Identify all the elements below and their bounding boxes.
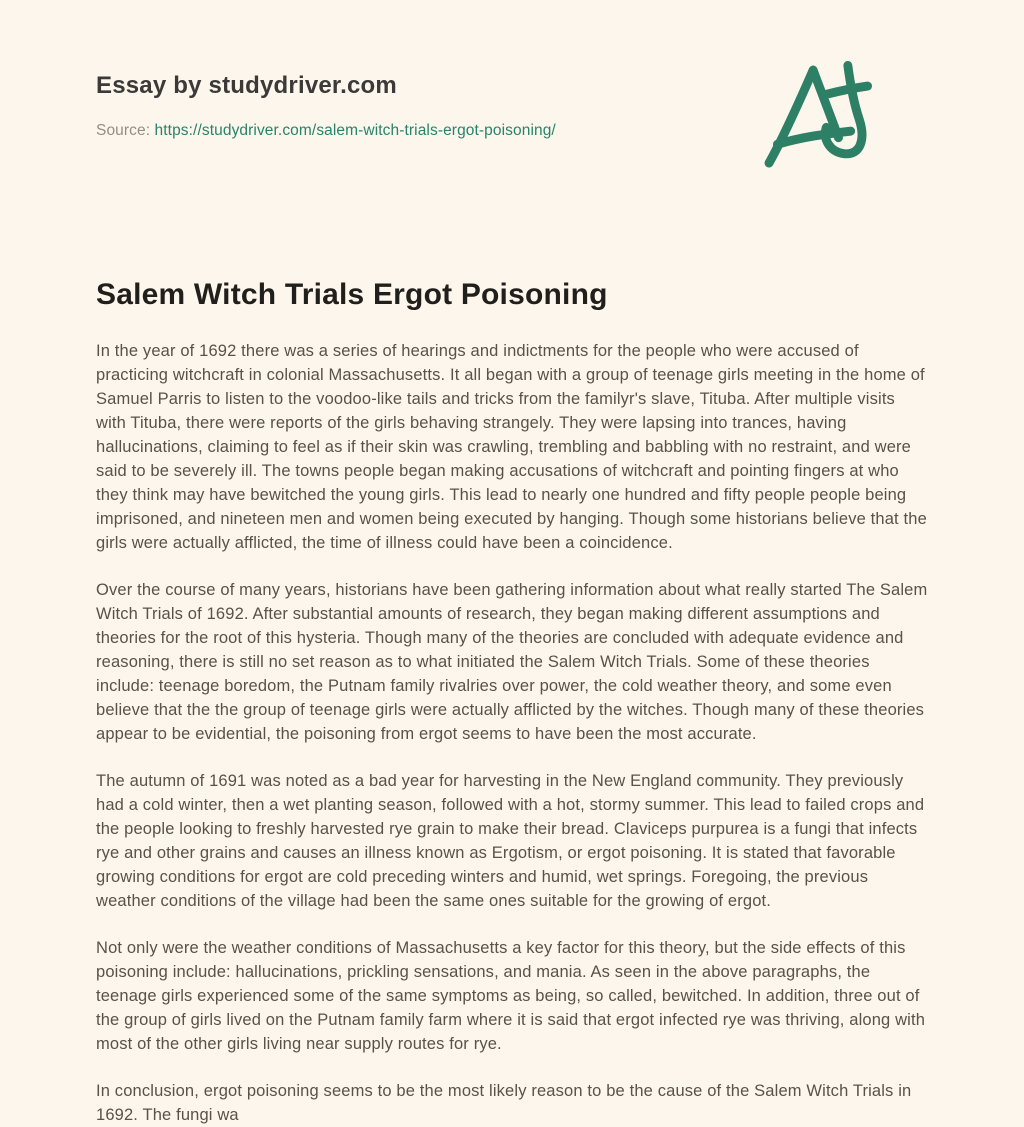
essay-paragraph: The autumn of 1691 was noted as a bad year for harvesting in the New England community. They previously had a cold winter, then a wet planting season, followed with a hot, stormy summer. This lead to failed crops and the people looking to freshly harvested rye grain to make their bread. Claviceps purpurea is a fungi that infects rye and other grains and causes an illness known as Ergotism, or ergot poisoning. It is stated that favorable growing conditions for ergot are cold preceding winters and humid, wet springs. Foregoing, the previous weather conditions of the village had been the same ones suitable for the growing of ergot. bbox=[96, 772, 925, 910]
page-header bbox=[96, 64, 928, 160]
essay-paragraph: In the year of 1692 there was a series of hearings and indictments for the people who were accused of practicing witchcraft in colonial Massachusetts. It all began with a group of teenage girls meeting in the home of Samuel Parris to listen to the voodoo-like tails and tricks from the familyr's slave, Tituba. After multiple visits with Tituba, there were reports of the girls behaving strangely. They were lapsing into trances, having hallucinations, claiming to feel as if their skin was crawling, trembling and babbling with no restraint, and were said to be severely ill. The towns people began making accusations of witchcraft and pointing fingers at who they think may have bewitched the young girls. This lead to nearly one hundred and fifty people people being imprisoned, and nineteen men and women being executed by hanging. Though some historians believe that the girls were actually afflicted, the time of illness could have been a coincidence. bbox=[96, 342, 927, 552]
essay-paragraph: Not only were the weather conditions of Massachusetts a key factor for this theory, but the side effects of this poisoning include: hallucinations, prickling sensations, and mania. As seen in the above paragraphs, the teenage girls experienced some of the same symptoms as being, so called, bewitched. In addition, three out of the group of girls lived on the Putnam family farm where it is said that ergot infected rye was thriving, along with most of the other girls living near supply routes for rye. bbox=[96, 939, 926, 1053]
source-label: Source: bbox=[96, 122, 151, 139]
page-title: Salem Witch Trials Ergot Poisoning bbox=[96, 278, 608, 311]
essay-body bbox=[96, 339, 928, 1127]
essay-paragraph: Over the course of many years, historians have been gathering information about what really started The Salem Witch Trials of 1692. After substantial amounts of research, they began making different assumptions and theories for the root of this hysteria. Though many of the theories are concluded with adequate evidence and reasoning, there is still no set reason as to what initiated the Salem Witch Trials. Some of these theories include: teenage boredom, the Putnam family rivalries over power, the cold weather theory, and some even believe that the the group of teenage girls were actually afflicted by the witches. Though many of these theories appear to be evidential, the poisoning from ergot seems to have been the most accurate. bbox=[96, 581, 928, 743]
essay-byline: Essay by studydriver.com bbox=[96, 72, 397, 99]
essay-paragraph: In conclusion, ergot poisoning seems to be the most likely reason to be the cause of the Salem Witch Trials in 1692. The fungi wa bbox=[96, 1082, 912, 1124]
source-url-link[interactable]: https://studydriver.com/salem-witch-trials-ergot-poisoning/ bbox=[154, 122, 556, 139]
a-plus-logo-icon bbox=[754, 54, 876, 182]
